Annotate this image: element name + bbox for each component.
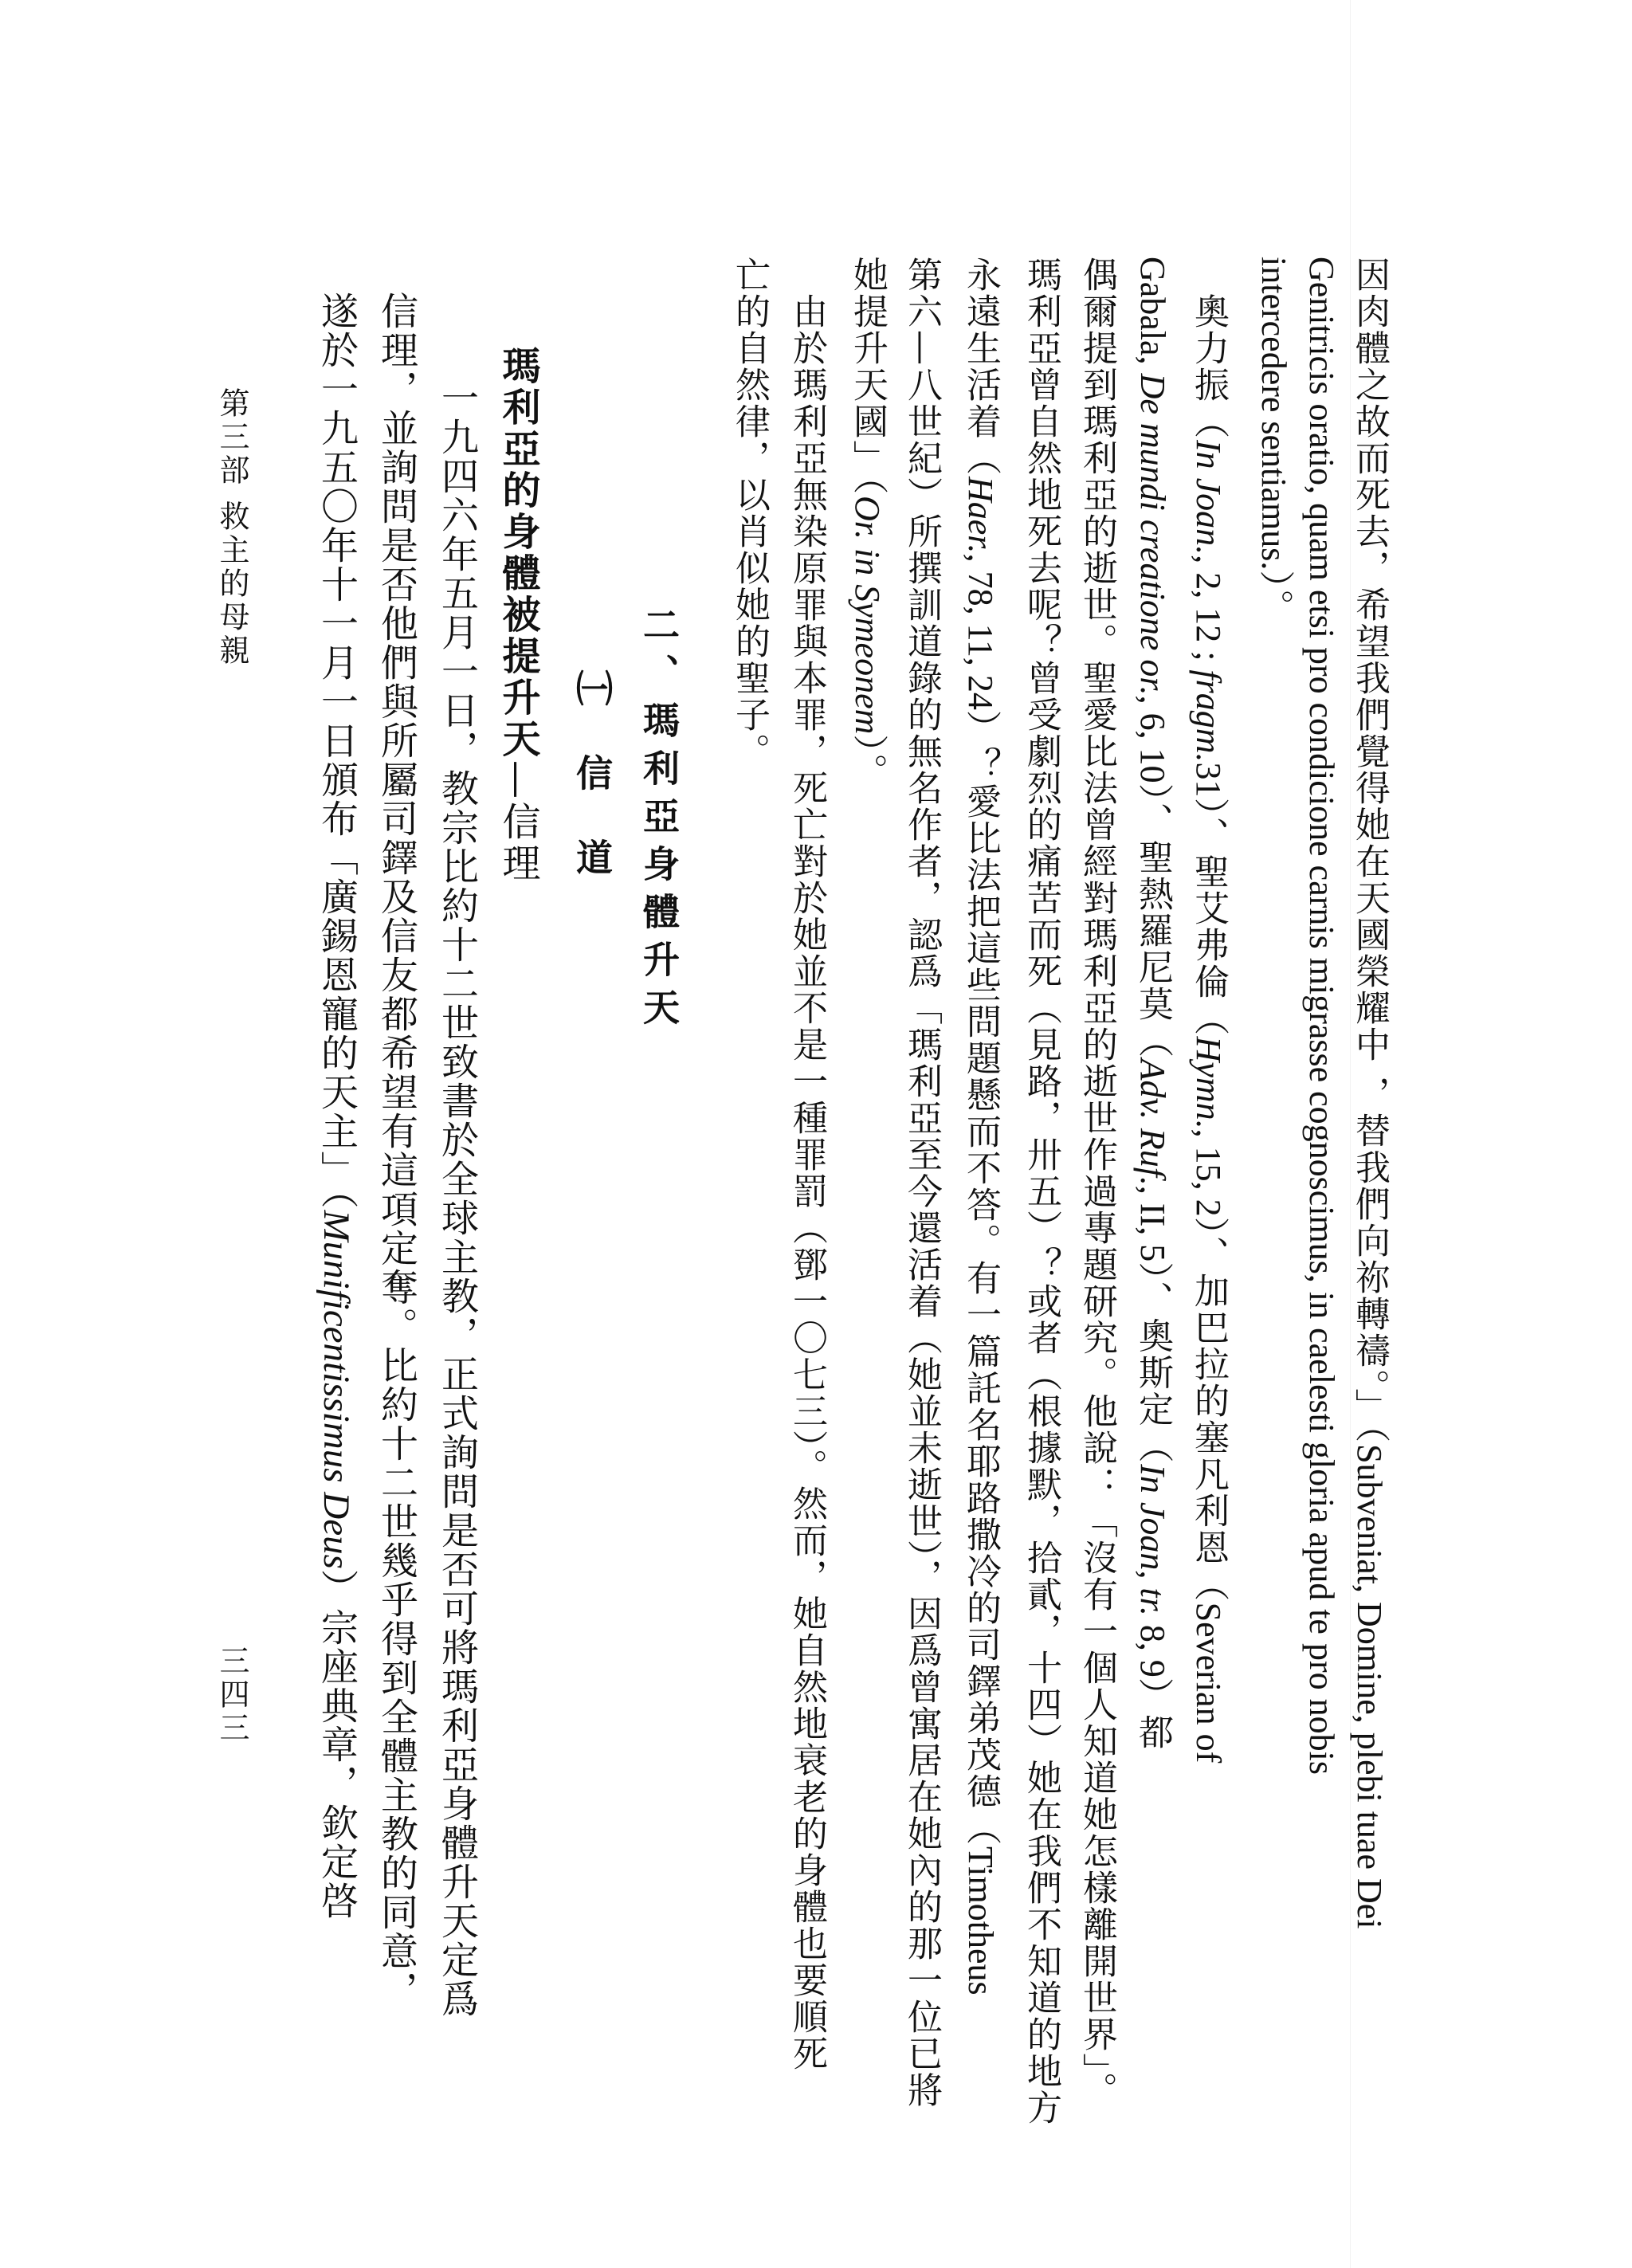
page-number: 三四三 [214, 1645, 249, 1745]
latin-text-run: Timotheus [961, 1846, 1000, 1995]
latin-text-run: , 15, 2 [1189, 1128, 1228, 1217]
latin-text-run: In Joan. [1189, 440, 1228, 555]
text-column-3 [1253, 257, 1294, 626]
chinese-text-run: ）、聖熱羅尼莫（ [1132, 783, 1173, 1059]
text-column-5 [1132, 257, 1173, 1751]
latin-text-run: , II, 5 [1133, 1185, 1172, 1262]
doctrine-title-suffix: —信理 [496, 760, 540, 885]
latin-text-run: 31 [1189, 762, 1228, 798]
chinese-text-run: ）宗座典章，欽定啓 [315, 1568, 359, 1921]
latin-text-run: Severian of [1189, 1602, 1228, 1764]
latin-text-run: In Joan, tr. [1133, 1464, 1172, 1616]
doctrine-title-main: 瑪利亞的身體被提升天 [496, 346, 540, 760]
doctrine-title [496, 346, 540, 885]
text-column-9 [901, 257, 942, 2109]
chinese-text-run: 信理，並詢問是否他們與所屬司鐸及信友都希望有這項定奪。比約十二世幾乎得到全體主教的同意， [375, 292, 418, 2010]
chinese-text-run: ）。 [847, 734, 888, 791]
latin-text-run: , 2, 12 ; [1189, 555, 1228, 670]
chinese-text-run: 因肉體之故而死去，希望我們覺得她在天國榮耀中 ，替我們向祢轉禱。」（ [1349, 257, 1390, 1444]
text-column-4 [1188, 257, 1229, 1764]
latin-text-run: Gabala, [1133, 257, 1172, 374]
chinese-text-run: ）、加巴拉的塞凡利恩（ [1188, 1216, 1229, 1603]
chinese-text-run: ）、奧斯定（ [1132, 1262, 1173, 1465]
latin-text-run: Or. in Symeonem [848, 496, 887, 735]
text-column-1 [1349, 257, 1390, 1929]
chinese-text-run: 她提升天國」（ [847, 257, 888, 496]
chinese-text-run: 奧力振（ [1188, 257, 1229, 440]
latin-text-run: De mundi creatione or. [1133, 373, 1172, 696]
latin-text-run: Hymn. [1189, 1036, 1228, 1129]
chinese-text-run: 第六—八世紀）所撰訓道錄的無名作者，認爲「瑪利亞至今還活着（她並未逝世），因爲曾寓居在她內的那一位已將 [901, 257, 942, 2109]
chinese-text-run: 偶爾提到瑪利亞的逝世。聖愛比法曾經對瑪利亞的逝世作過專題研究。他說：「沒有一個人知道她怎樣離開世界」。 [1077, 257, 1117, 2109]
latin-text-run: Subveniat, Domine, plebi tuae Dei [1350, 1444, 1389, 1929]
latin-text-run: Haer. [961, 477, 1000, 554]
text-column-8 [960, 257, 1001, 1995]
chinese-text-run: 瑪利亞曾自然地死去呢？曾受劇烈的痛苦而死（見路，卅五）？或者（根據默，拾貳，十四）她在我們不知道的地方 [1021, 257, 1061, 2126]
latin-text-run: intercedere sentiamus. [1254, 257, 1293, 571]
chinese-text-run: 一九四六年五月一日，教宗比約十二世致書於全球主教，正式詢問是否可將瑪利亞身體升天定爲 [435, 339, 479, 2019]
text-column-15 [315, 292, 359, 1921]
text-column-10 [847, 257, 888, 791]
running-footer: 第三部 救主的母親 [214, 387, 249, 669]
chinese-text-run: ）？愛比法把這些問題懸而不答。有一篇託名耶路撒冷的司鐸弟茂德（ [960, 709, 1001, 1846]
latin-text-run: Adv. Ruf. [1133, 1058, 1172, 1186]
text-column-2 [1304, 257, 1339, 1775]
text-column-6 [1077, 257, 1117, 2109]
chinese-text-run: 永遠生活着（ [960, 257, 1001, 477]
chinese-text-run: ）都 [1132, 1677, 1173, 1751]
chinese-text-run: ）。 [1253, 570, 1294, 626]
chinese-text-run: 遂於一九五〇年十一月一日頒布「廣錫恩寵的天主」（ [315, 292, 359, 1211]
chinese-text-run: 亡的自然律，以肖似她的聖子。 [729, 257, 770, 770]
text-column-13 [435, 339, 479, 2019]
latin-text-run: , 78, 11, 24 [961, 553, 1000, 710]
text-column-14 [375, 292, 418, 2010]
chinese-text-run: ）、聖艾弗倫（ [1188, 797, 1229, 1037]
latin-text-run: 8, 9 [1133, 1615, 1172, 1677]
text-column-7 [1021, 257, 1061, 2126]
section-heading: 二、瑪利亞身體升天 [638, 606, 681, 1036]
section-subheading: ㈠信道 [571, 669, 614, 923]
latin-text-run: Munificentissimus Deus [316, 1210, 357, 1569]
text-column-12 [729, 257, 770, 770]
latin-text-run: fragm. [1189, 669, 1228, 763]
latin-text-run: Genitricis oratio, quam etsi pro condicione carnis migrasse cognoscimus, in caelesti gloria apud te pro nobis [1302, 257, 1341, 1775]
chinese-text-run: 由於瑪利亞無染原罪與本罪，死亡對於她並不是一種罪罰（鄧一〇七三）。然而，她自然地衰老的身體也要順死 [787, 257, 827, 2072]
latin-text-run: , 6, 10 [1133, 695, 1172, 783]
text-column-11 [787, 257, 827, 2072]
